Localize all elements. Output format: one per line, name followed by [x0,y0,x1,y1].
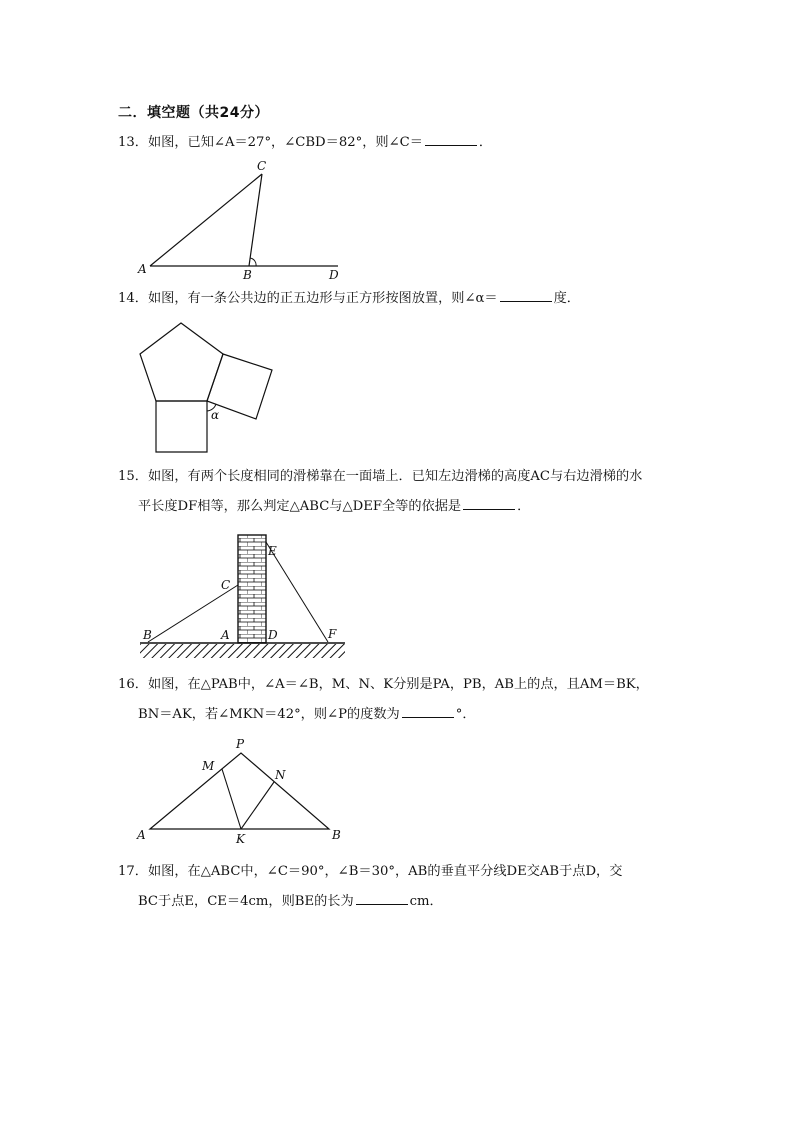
question-15-line2: 平长度DF相等，那么判定△ABC与△DEF全等的依据是 [138,499,462,514]
question-13-text: 13．如图，已知∠A＝27°，∠CBD＝82°，则∠C＝ [118,135,423,150]
angle-mark-CBD [250,258,256,266]
label-N: N [275,768,286,782]
question-17-line1: 17．如图，在△ABC中，∠C＝90°，∠B＝30°，AB的垂直平分线DE交AB于点D，交 [118,864,623,879]
line-CB [249,174,262,266]
answer-blank[interactable] [463,497,515,510]
question-14 [118,284,580,314]
answer-blank[interactable] [425,133,477,146]
label-B: B [143,628,152,642]
label-E: E [268,544,277,558]
label-P: P [236,737,245,751]
question-15-line1: 15．如图，有两个长度相同的滑梯靠在一面墙上．已知左边滑梯的高度AC与右边滑梯的水 [118,469,643,484]
label-B: B [332,828,341,842]
label-M: M [202,759,215,773]
question-16 [118,670,649,730]
label-alpha: α [211,408,220,422]
question-16-end: °． [455,707,476,722]
brick-wall [238,535,266,643]
label-B: B [243,268,252,282]
question-13 [118,128,492,158]
triangle-PAB [150,753,329,829]
question-17-line2: BC于点E，CE＝4cm，则BE的长为 [138,894,354,909]
label-F: F [328,627,337,641]
label-D: D [268,628,278,642]
label-C: C [257,159,267,173]
answer-blank[interactable] [500,289,552,302]
line-KN [241,782,274,829]
label-A: A [221,628,230,642]
lower-square [156,401,207,452]
section-title: 二．填空题（共24分） [118,105,269,121]
question-17 [118,857,622,917]
figure-q15-slides-wall [135,530,355,660]
figure-q16-triangle-PAB [135,732,355,847]
label-D: D [329,268,339,282]
answer-blank[interactable] [356,892,408,905]
line-MK [222,769,241,829]
question-14-text: 14．如图，有一条公共边的正五边形与正方形按图放置，则∠α＝ [118,291,498,306]
question-17-end: cm． [409,894,443,909]
question-16-line1: 16．如图，在△PAB中，∠A＝∠B，M、N、K分别是PA，PB，AB上的点，且AM＝BK， [118,677,649,692]
question-15 [118,462,642,522]
answer-blank[interactable] [402,705,454,718]
ground-hatch [140,644,345,658]
figure-q14-pentagon-square [130,315,290,460]
label-C: C [221,578,231,592]
question-15-end: ． [517,499,531,514]
line-AC [150,174,262,266]
label-A: A [138,262,147,276]
label-K: K [236,832,245,846]
question-16-line2: BN＝AK，若∠MKN＝42°，则∠P的度数为 [138,707,400,722]
label-A: A [137,828,146,842]
question-14-end: 度． [553,291,580,306]
question-13-end: ． [478,135,493,150]
figure-q13-triangle [135,158,355,283]
